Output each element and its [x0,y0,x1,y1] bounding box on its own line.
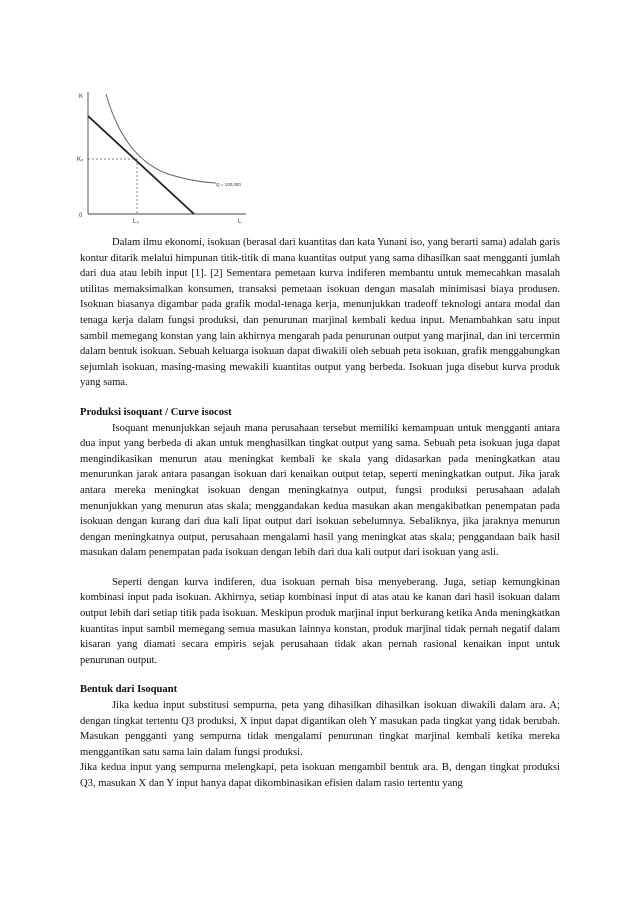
paragraph-substitutes: Jika kedua input substitusi sempurna, peta yang dihasilkan dihasilkan isokuan diwakili dalam ara. A; dengan tingkat tertentu Q3 produksi, X input dapat digantikan oleh Y masukan pada tingkat yang tidak berubah. Masukan pengganti yang sempurna tidak mengalami penurunan tingkat marjinal kembali ketika mereka menggantikan satu sama lain dalam fungsi produksi. [80,700,560,758]
document-body [80,235,560,792]
origin-label: 0 [79,213,83,219]
heading-isoquant-isocost: Produksi isoquant / Curve isocost [80,406,232,418]
axis-x-label: L [238,219,242,225]
axis-y-label: K [79,94,84,100]
paragraph-isoquant: Isoquant menunjukkan sejauh mana perusahaan tersebut memiliki kemampuan untuk mengganti antara dua input yang berbeda di akan untuk menghasilkan tingkat output yang sama. Sebuah peta isokuan juga dapat mengindikasikan menurun atau meningkat kembali ke skala yang didasarkan pada meningkatkan atau menurunkan jarak antara pasangan isokuan dari kenaikan output tetap, seperti meningkatkan output. Jika jarak antara mereka meningkat isokuan dengan meningkatnya output, fungsi produksi perusahaan adalah menunjukkan yang menurun atas skala; menggandakan kedua masukan akan mengakibatkan penempatan pada isokuan dengan kurang dari dua kali lipat output dari isokuan sebelumnya. Sebaliknya, jika jaraknya menurun dengan meningkatnya output, perusahaan mengalami hasil yang meningkat atas skala; penggandaan baik hasil masukan dalam penempatan pada isokuan dengan lebih dari dua kali output dari isokuan yang asli. [80,422,560,559]
paragraph-intro: Dalam ilmu ekonomi, isokuan (berasal dari kuantitas dan kata Yunani iso, yang berarti sama) adalah garis kontur ditarik melalui himpunan titik-titik di mana kuantitas output yang sama dihasilkan saat mengganti jumlah dari dua atau lebih input [1]. [2] Sementara pemetaan kurva indiferen membantu untuk memecahkan masalah utilitas memaksimalkan konsumen, transaksi pemetaan isokuan dengan masalah minimisasi biaya produsen. Isokuan biasanya digambar pada grafik modal-tenaga kerja, menunjukkan tradeoff teknologi antara modal dan tenaga kerja dalam fungsi produksi, dan penurunan marjinal kembali kedua input. Menambahkan satu input sambil memegang konstan yang lain akhirnya mengarah pada penurunan output yang marjinal, dan ini tercermin dalam bentuk isokuan. Sebuah keluarga isokuan dapat diwakili oleh sebuah peta isokuan, grafik menggabungkan sejumlah isokuan, masing-masing mewakili kuantitas output yang berbeda. Isokuan juga disebut kurva produk yang sama. [80,237,560,389]
curve-label: Q = 100,000 [216,182,241,187]
isoquant-curve [106,94,216,183]
isoquant-figure [76,86,256,226]
isocost-line [88,116,194,214]
paragraph-complements: Jika kedua input yang sempurna melengkapi, peta isokuan mengambil bentuk ara. B, dengan tingkat produksi Q3, masukan X dan Y input hanya dapat dikombinasikan efisien dalam rasio tertentu yang [80,762,560,789]
heading-isoquant-shape: Bentuk dari Isoquant [80,684,178,696]
k0-label: K₀ [77,157,84,163]
paragraph-indifference: Seperti dengan kurva indiferen, dua isokuan pernah bisa menyeberang. Juga, setiap kemungkinan kombinasi input pada isokuan. Akhirnya, setiap kombinasi input di atas atau ke kanan dari hasil isokuan dalam output lebih dari setiap titik pada isokuan. Meskipun produk marjinal input berkurang ketika Anda meningkatkan kuantitas input sambil memegang semua masukan lainnya konstan, produk marjinal tidak pernah negatif dalam kisaran yang diamati secara empiris sejak perusahaan tidak akan pernah rasional kenaikan input untuk penurunan output. [80,576,560,666]
l0-label: L₀ [133,219,139,225]
